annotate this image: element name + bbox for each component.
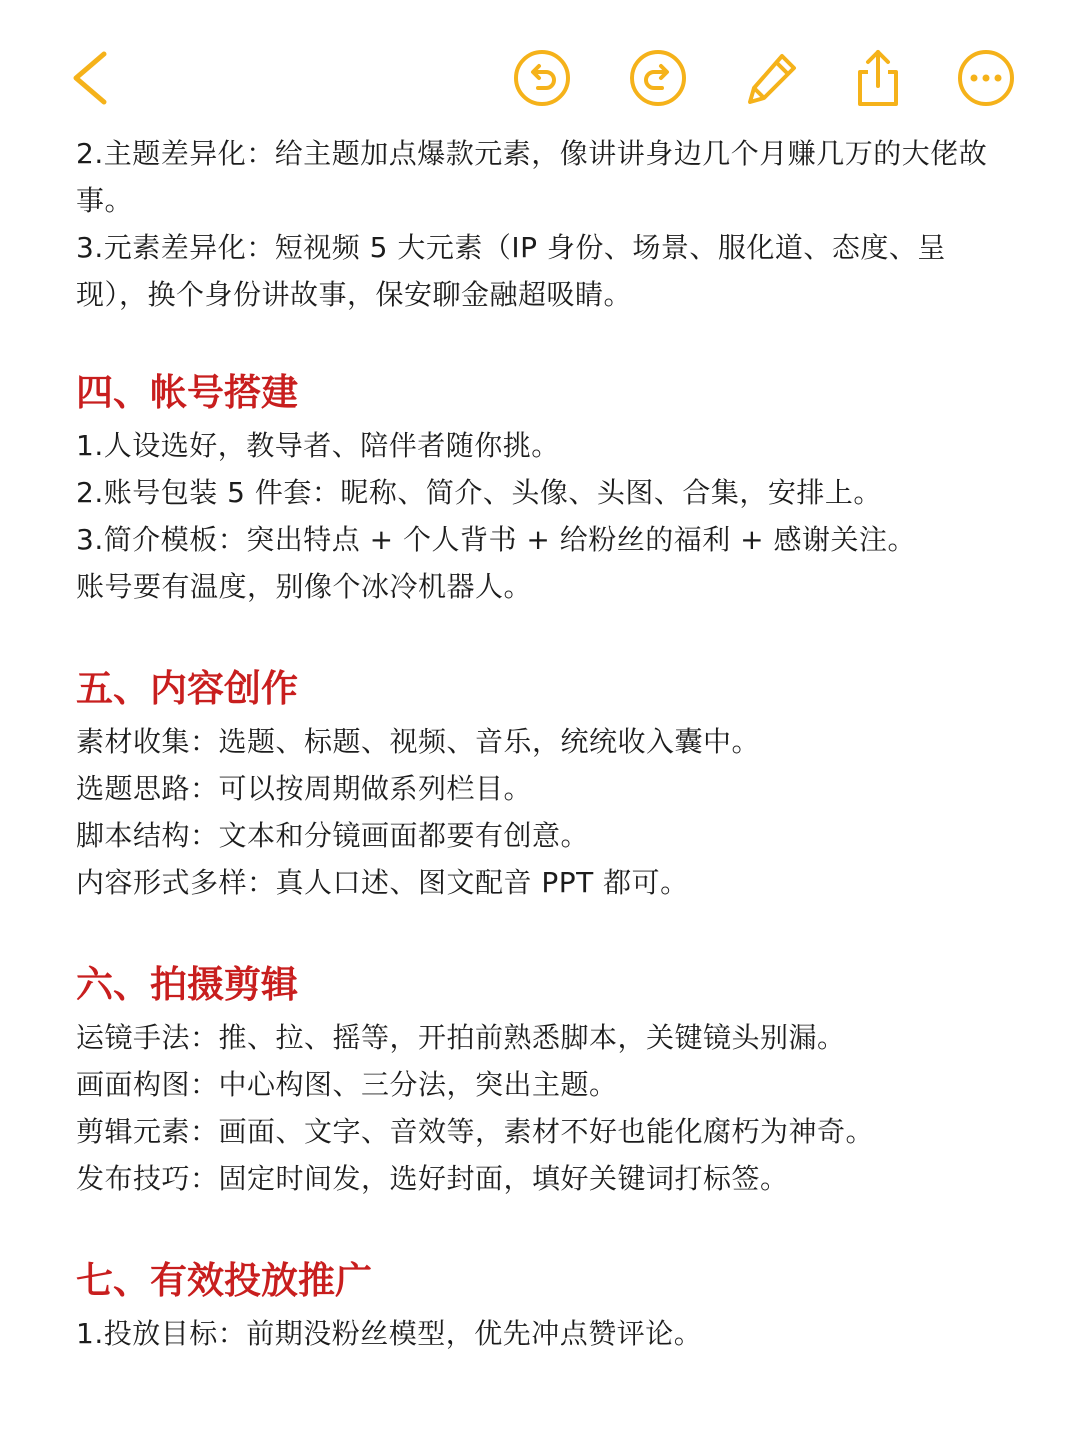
intro-block (76, 130, 1016, 318)
paragraph: 3.元素差异化：短视频 5 大元素（IP 身份、场景、服化道、态度、呈现），换个身份讲故事，保安聊金融超吸睛。 (76, 231, 946, 311)
section-heading: 四、帐号搭建 (76, 371, 298, 414)
share-button[interactable] (848, 48, 908, 108)
paragraph: 素材收集：选题、标题、视频、音乐，统统收入囊中。 (76, 725, 761, 758)
back-chevron-icon (62, 48, 122, 108)
share-icon (848, 48, 908, 108)
section-heading: 五、内容创作 (76, 667, 298, 710)
paragraph: 2.账号包装 5 件套：昵称、简介、头像、头图、合集，安排上。 (76, 476, 882, 509)
paragraph: 选题思路：可以按周期做系列栏目。 (76, 772, 533, 805)
paragraph: 1.人设选好，教导者、陪伴者随你挑。 (76, 429, 560, 462)
back-button[interactable] (62, 48, 122, 108)
more-button[interactable] (956, 48, 1016, 108)
paragraph: 账号要有温度，别像个冰冷机器人。 (76, 570, 533, 603)
paragraph: 脚本结构：文本和分镜画面都要有创意。 (76, 819, 590, 852)
section-heading: 六、拍摄剪辑 (76, 963, 298, 1006)
paragraph: 内容形式多样：真人口述、图文配音 PPT 都可。 (76, 866, 689, 899)
paragraph: 运镜手法：推、拉、摇等，开拍前熟悉脚本，关键镜头别漏。 (76, 1021, 846, 1054)
edit-button[interactable] (742, 48, 802, 108)
pencil-icon (742, 48, 802, 108)
section-heading: 七、有效投放推广 (76, 1259, 372, 1302)
more-icon (956, 48, 1016, 108)
undo-button[interactable] (512, 48, 572, 108)
note-content[interactable] (76, 130, 1016, 1357)
paragraph: 画面构图：中心构图、三分法，突出主题。 (76, 1068, 618, 1101)
paragraph: 剪辑元素：画面、文字、音效等，素材不好也能化腐朽为神奇。 (76, 1115, 875, 1148)
paragraph: 1.投放目标：前期没粉丝模型，优先冲点赞评论。 (76, 1317, 703, 1350)
paragraph: 2.主题差异化：给主题加点爆款元素，像讲讲身边几个月赚几万的大佬故事。 (76, 137, 988, 217)
redo-icon (628, 48, 688, 108)
paragraph: 发布技巧：固定时间发，选好封面，填好关键词打标签。 (76, 1162, 789, 1195)
paragraph: 3.简介模板：突出特点 + 个人背书 + 给粉丝的福利 + 感谢关注。 (76, 523, 917, 556)
undo-icon (512, 48, 572, 108)
toolbar (0, 0, 1080, 140)
redo-button[interactable] (628, 48, 688, 108)
